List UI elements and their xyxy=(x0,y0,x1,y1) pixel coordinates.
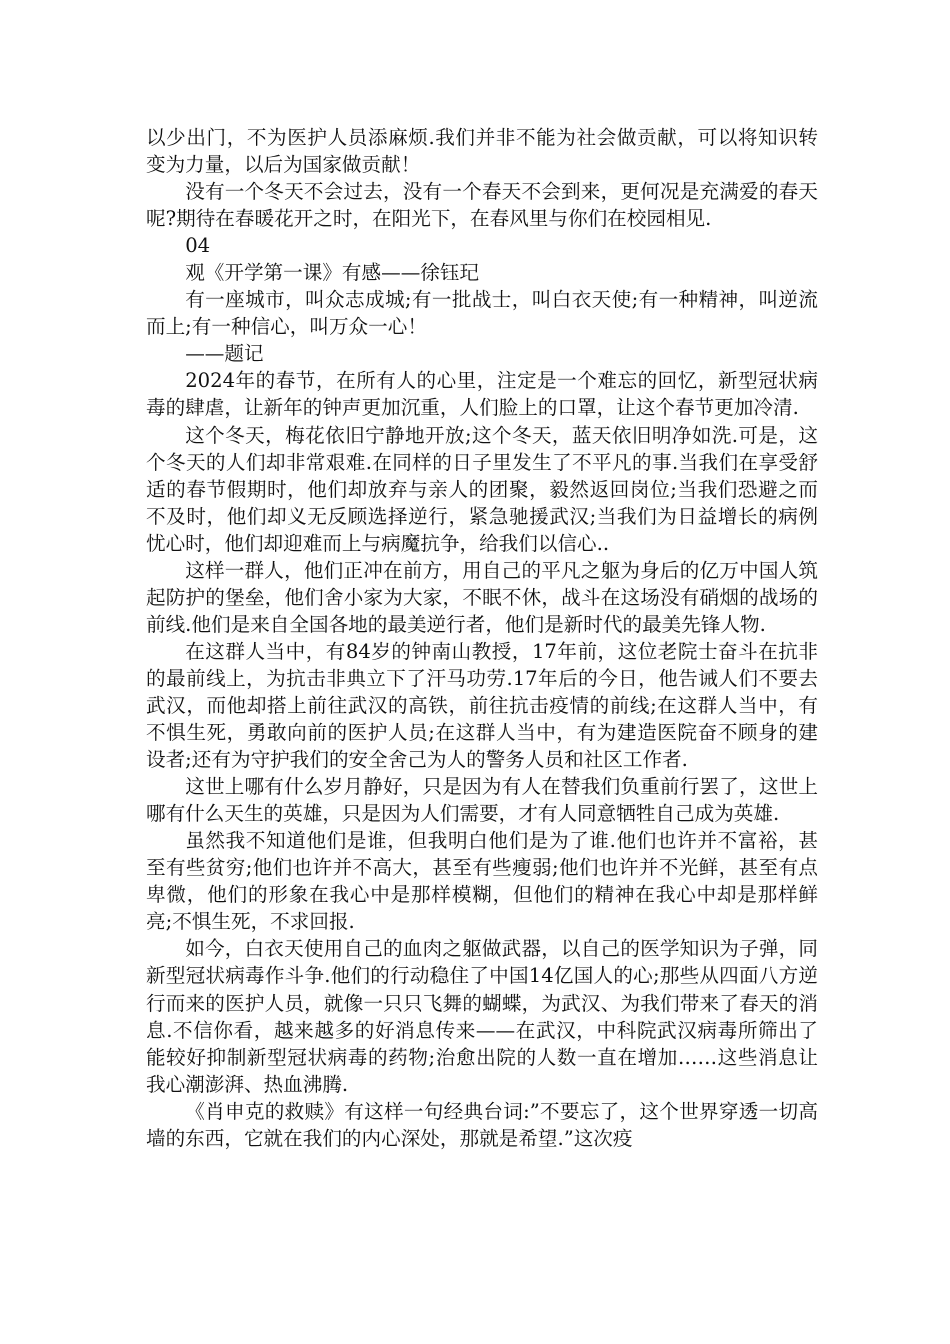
paragraph-12: 虽然我不知道他们是谁，但我明白他们是为了谁.他们也许并不富裕，甚至有些贫穷;他们也许并不高大，甚至有些瘦弱;他们也许并不光鲜，甚至有点卑微，他们的形象在我心中是那样模糊，但他们的精神在我心中却是那样鲜亮;不惧生死，不求回报. xyxy=(146,829,818,934)
paragraph-13: 如今，白衣天使用自己的血肉之躯做武器，以自己的医学知识为子弹，同新型冠状病毒作斗争.他们的行动稳住了中国14亿国人的心;那些从四面八方逆行而来的医护人员，就像一只只飞舞的蝴蝶，为武汉、为我们带来了春天的消息.不信你看，越来越多的好消息传来——在武汉，中科院武汉病毒所筛出了能较好抑制新型冠状病毒的药物;治愈出院的人数一直在增加……这些消息让我心潮澎湃、热血沸腾. xyxy=(146,937,818,1096)
paragraph-7: 2024年的春节，在所有人的心里，注定是一个难忘的回忆，新型冠状病毒的肆虐，让新年的钟声更加沉重，人们脸上的口罩，让这个春节更加冷清. xyxy=(146,369,818,420)
paragraph-2: 没有一个冬天不会过去，没有一个春天不会到来，更何况是充满爱的春天呢?期待在春暖花开之时，在阳光下，在春风里与你们在校园相见. xyxy=(146,180,818,231)
paragraph-1: 以少出门，不为医护人员添麻烦.我们并非不能为社会做贡献，可以将知识转变为力量，以后为国家做贡献！ xyxy=(146,126,818,177)
document-page xyxy=(146,124,818,1152)
paragraph-9: 这样一群人，他们正冲在前方，用自己的平凡之躯为身后的亿万中国人筑起防护的堡垒，他们舍小家为大家，不眠不休，战斗在这场没有硝烟的战场的前线.他们是来自全国各地的最美逆行者，他们是新时代的最美先锋人物. xyxy=(146,558,818,636)
paragraph-11: 这世上哪有什么岁月静好，只是因为有人在替我们负重前行罢了，这世上哪有什么天生的英雄，只是因为人们需要，才有人同意牺牲自己成为英雄. xyxy=(146,775,818,826)
paragraph-14: 《肖申克的救赎》有这样一句经典台词:”不要忘了，这个世界穿透一切高墙的东西，它就在我们的内心深处，那就是希望.”这次疫 xyxy=(146,1099,818,1150)
paragraph-8: 这个冬天，梅花依旧宁静地开放;这个冬天，蓝天依旧明净如洗.可是，这个冬天的人们却非常艰难.在同样的日子里发生了不平凡的事.当我们在享受舒适的春节假期时，他们却放弃与亲人的团聚，毅然返回岗位;当我们恐避之而不及时，他们却义无反顾选择逆行，紧急驰援武汉;当我们为日益增长的病例忧心时，他们却迎难而上与病魔抗争，给我们以信心.. xyxy=(146,423,818,555)
section-number: 04 xyxy=(185,234,211,258)
essay-title: 观《开学第一课》有感——徐钰玘 xyxy=(185,261,480,285)
paragraph-10: 在这群人当中，有84岁的钟南山教授，17年前，这位老院士奋斗在抗非的最前线上，为抗击非典立下了汗马功劳.17年后的今日，他告诫人们不要去武汉，而他却搭上前往武汉的高铁，前往抗击疫情的前线;在这群人当中，有不惧生死，勇敢向前的医护人员;在这群人当中，有为建造医院奋不顾身的建设者;还有为守护我们的安全舍己为人的警务人员和社区工作者. xyxy=(146,639,818,772)
epigraph-attribution: ——题记 xyxy=(185,342,264,366)
epigraph: 有一座城市，叫众志成城;有一批战士，叫白衣天使;有一种精神，叫逆流而上;有一种信心，叫万众一心！ xyxy=(146,288,818,339)
